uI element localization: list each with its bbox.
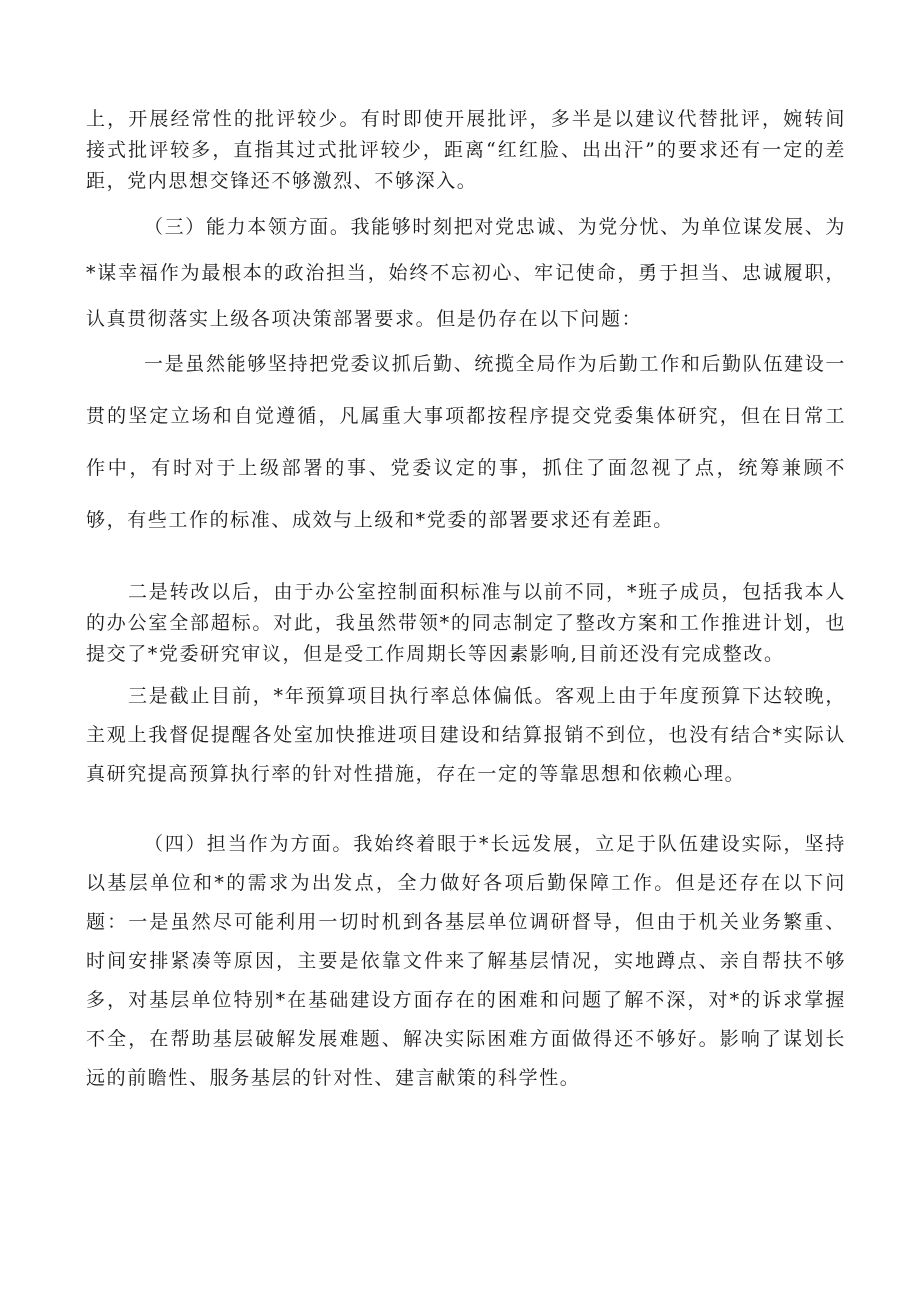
paragraph-criticism-continued: 上，开展经常性的批评较少。有时即使开展批评，多半是以建议代替批评，婉转间接式批评较多，直指其过式批评较少，距离“红红脸、出出汗”的要求还有一定的差距，党内思想交锋还不够激烈、不够深入。 <box>86 108 846 192</box>
paragraph-issue-two: 二是转改以后，由于办公室控制面积标准与以前不同，*班子成员，包括我本人的办公室全部超标。对此，我虽然带领*的同志制定了整改方案和工作推进计划，也提交了*党委研究审议，但是受工作周期长等因素影响,目前还没有完成整改。 <box>86 581 846 665</box>
paragraph-issue-three: 三是截止目前，*年预算项目执行率总体偏低。客观上由于年度预算下达较晚，主观上我督促提醒各处室加快推进项目建设和结算报销不到位，也没有结合*实际认真研究提高预算执行率的针对性措施，存在一定的等靠思想和依赖心理。 <box>86 685 846 785</box>
paragraph-section-four-responsibility: （四）担当作为方面。我始终着眼于*长远发展，立足于队伍建设实际，坚持以基层单位和*的需求为出发点，全力做好各项后勤保障工作。但是还存在以下问题：一是虽然尽可能利用一切时机到各基层单位调研督导，但由于机关业务繁重、时间安排紧凑等原因，主要是依靠文件来了解基层情况，实地蹲点、亲自帮扶不够多，对基层单位特别*在基础建设方面存在的困难和问题了解不深，对*的诉求掌握不全，在帮助基层破解发展难题、解决实际困难方面做得还不够好。影响了谋划长远的前瞻性、服务基层的针对性、建言献策的科学性。 <box>86 833 846 1089</box>
paragraph-issue-one: 一是虽然能够坚持把党委议抓后勤、统揽全局作为后勤工作和后勤队伍建设一贯的坚定立场和自觉遵循，凡属重大事项都按程序提交党委集体研究，但在日常工作中，有时对于上级部署的事、党委议定的事，抓住了面忽视了点，统筹兼顾不够，有些工作的标准、成效与上级和*党委的部署要求还有差距。 <box>86 353 846 531</box>
paragraph-section-three-ability: （三）能力本领方面。我能够时刻把对党忠诚、为党分忧、为单位谋发展、为*谋幸福作为最根本的政治担当，始终不忘初心、牢记使命，勇于担当、忠诚履职，认真贯彻落实上级各项决策部署要求。但是仍存在以下问题： <box>86 216 846 330</box>
